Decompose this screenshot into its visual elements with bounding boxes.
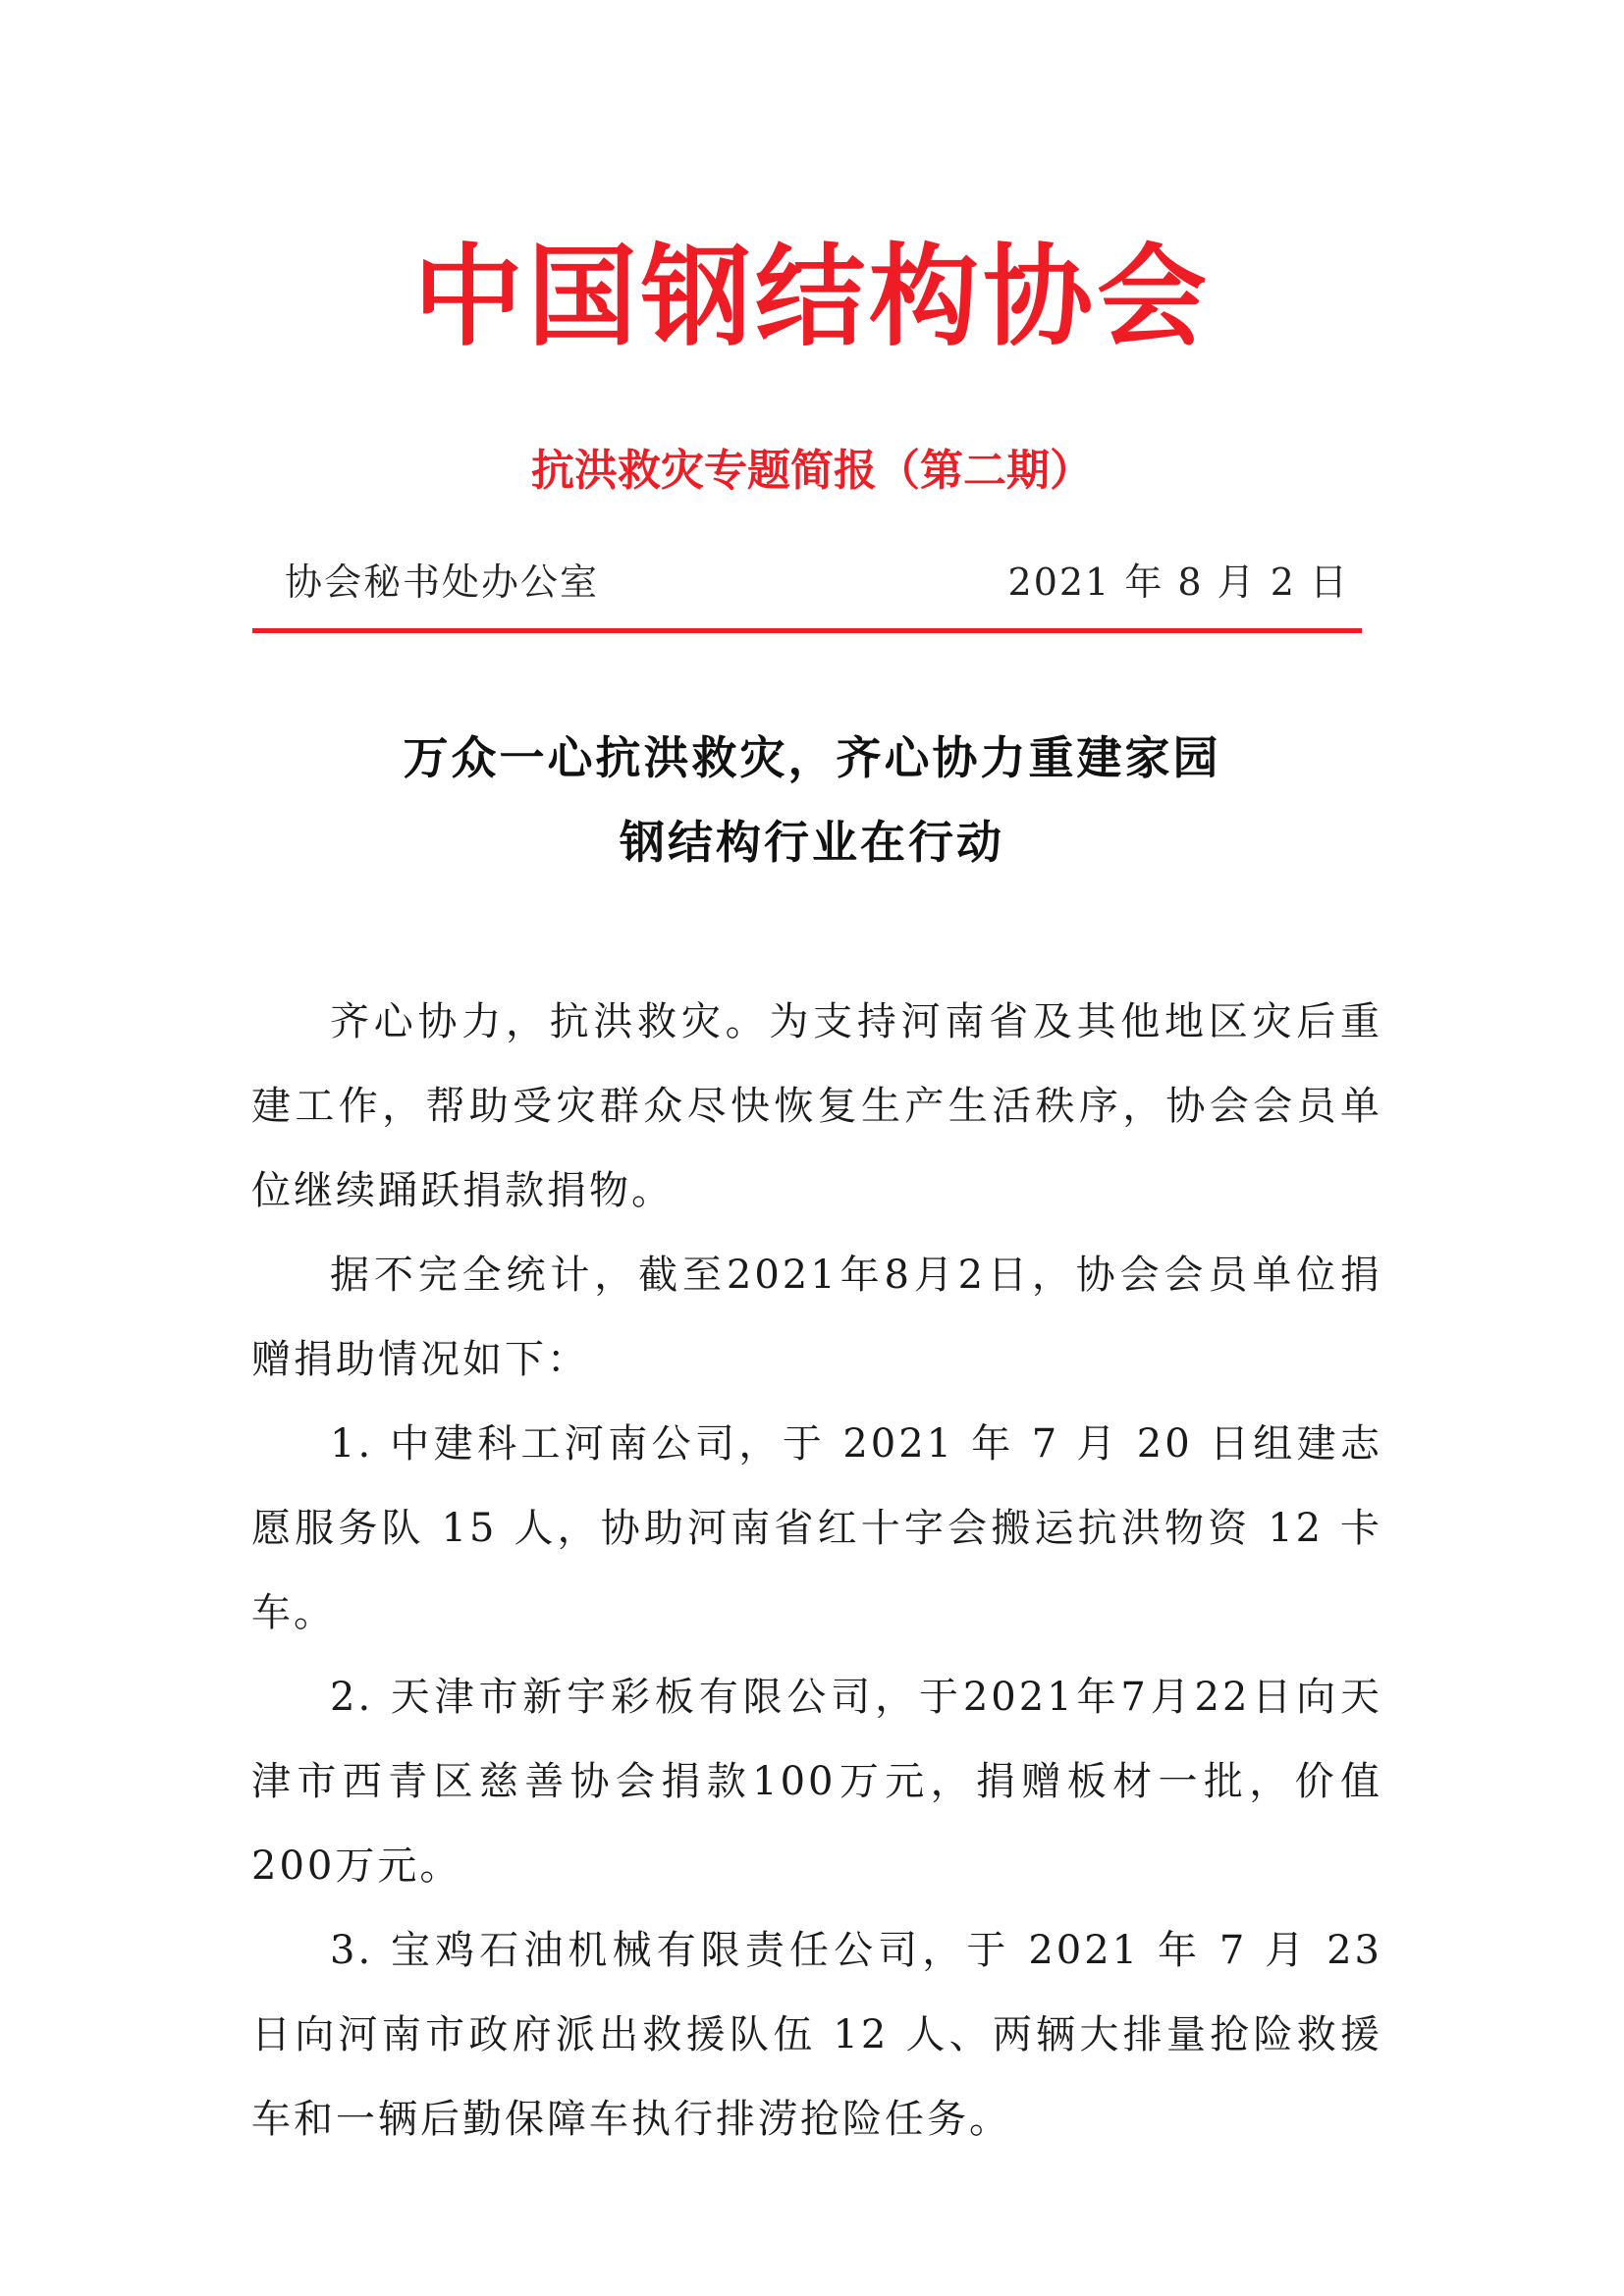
issue-date: 2021 年 8 月 2 日 [1007, 561, 1349, 604]
donation-item-2: 2. 天津市新宇彩板有限公司，于2021年7月22日向天津市西青区慈善协会捐款100万元，捐赠板材一批，价值200万元。 [251, 1675, 1382, 1889]
intro-paragraph: 齐心协力，抗洪救灾。为支持河南省及其他地区灾后重建工作，帮助受灾群众尽快恢复生产生活秩序，协会会员单位继续踊跃捐款捐物。 [251, 999, 1382, 1213]
article-body [251, 980, 1382, 2162]
organization-title: 中国钢结构协会 [413, 234, 1211, 361]
issue-title: 抗洪救灾专题简报（第二期） [531, 446, 1093, 496]
headline-line-2: 钢结构行业在行动 [620, 816, 1004, 869]
issuing-office: 协会秘书处办公室 [285, 561, 600, 604]
donation-item-3: 3. 宝鸡石油机械有限责任公司，于 2021 年 7 月 23 日向河南市政府派出救援队伍 12 人、两辆大排量抢险救援车和一辆后勤保障车执行排涝抢险任务。 [251, 1928, 1382, 2142]
donation-item-1: 1. 中建科工河南公司，于 2021 年 7 月 20 日组建志愿服务队 15 人，协助河南省红十字会搬运抗洪物资 12 卡车。 [251, 1421, 1382, 1635]
headline-line-1: 万众一心抗洪救灾，齐心协力重建家园 [403, 731, 1221, 784]
header-red-rule [252, 628, 1362, 633]
statistics-paragraph: 据不完全统计，截至2021年8月2日，协会会员单位捐赠捐助情况如下： [251, 1253, 1382, 1382]
